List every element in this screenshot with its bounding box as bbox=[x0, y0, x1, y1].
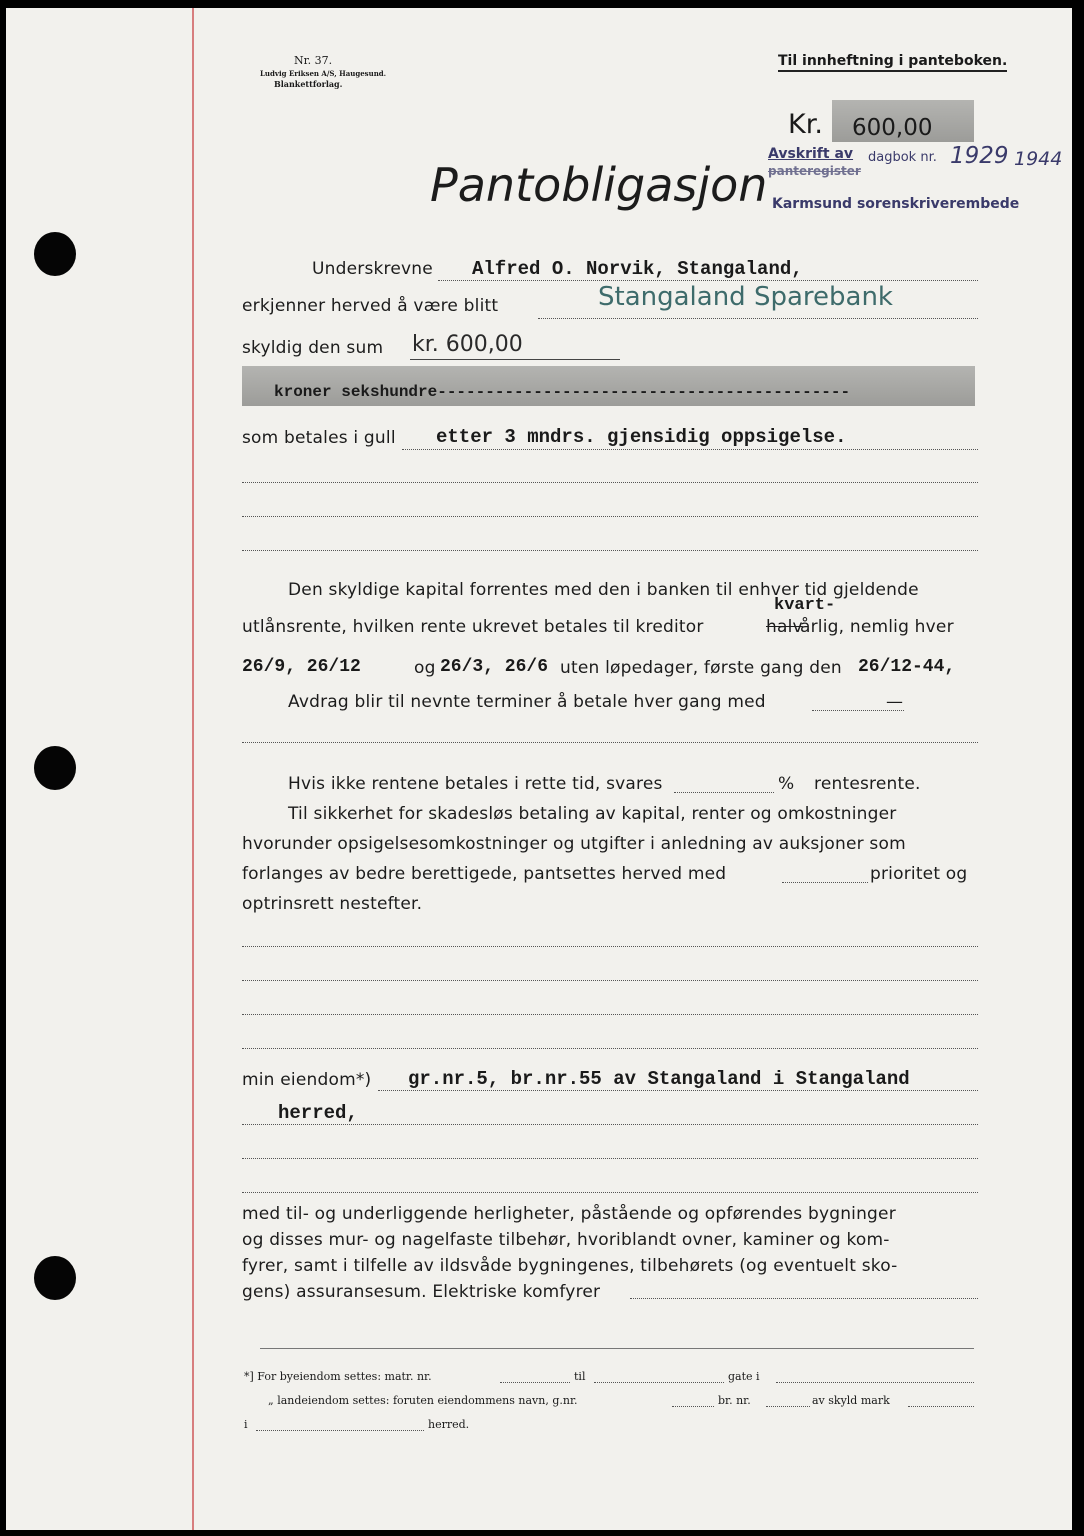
footnote-2b: br. nr. bbox=[718, 1394, 751, 1407]
security-line-1: Til sikkerhet for skadesløs betaling av kapital, renter og omkostninger bbox=[288, 804, 897, 824]
interest-struck-halv: halv bbox=[766, 617, 803, 637]
blank-line-4 bbox=[242, 742, 978, 743]
rente-pct-field bbox=[674, 792, 774, 793]
gull-label: som betales i gull bbox=[242, 428, 396, 448]
security-line-2: hvorunder opsigelsesomkostninger og utgifter i anledning av auksjoner som bbox=[242, 834, 906, 854]
footnote-mark-field bbox=[908, 1406, 974, 1407]
binding-note: Til innheftning i panteboken. bbox=[778, 53, 1007, 72]
blank-line-7 bbox=[242, 1014, 978, 1015]
closing-line-3: fyrer, samt i tilfelle av ildsvåde bygningenes, tilbehørets (og eventuelt sko- bbox=[242, 1256, 898, 1276]
footnote-city-field bbox=[776, 1382, 974, 1383]
footnote-gnr-field bbox=[672, 1406, 714, 1407]
document-title: Pantobligasjon bbox=[430, 158, 768, 212]
blank-line-9 bbox=[242, 1158, 978, 1159]
property-label: min eiendom*) bbox=[242, 1070, 372, 1090]
amount-kr-label: Kr. bbox=[788, 109, 823, 140]
printer-name: Ludvig Eriksen A/S, Haugesund. bbox=[260, 69, 387, 78]
creditor-name: Stangaland Sparebank bbox=[598, 282, 893, 312]
security-line-3b: prioritet og bbox=[870, 864, 968, 884]
publisher: Blankettforlag. bbox=[274, 79, 343, 89]
payment-terms: etter 3 mndrs. gjensidig oppsigelse. bbox=[436, 426, 847, 448]
interest-line-2b: årlig, nemlig hver bbox=[800, 617, 954, 637]
property-value-1: gr.nr.5, br.nr.55 av Stangaland i Stangaland bbox=[408, 1068, 910, 1090]
skyldig-label: skyldig den sum bbox=[242, 338, 384, 358]
rente-pct: % bbox=[778, 774, 795, 794]
footnote-herred-field bbox=[256, 1430, 424, 1431]
term-og: og bbox=[414, 658, 436, 678]
security-line-3a: forlanges av bedre berettigede, pantsettes herved med bbox=[242, 864, 727, 884]
gull-line bbox=[402, 449, 978, 450]
punch-hole-top bbox=[34, 232, 76, 276]
punch-hole-middle bbox=[34, 746, 76, 790]
term-dates-a: 26/9, 26/12 bbox=[242, 657, 361, 677]
document-page bbox=[6, 8, 1072, 1530]
footnote-1a: *] For byeiendom settes: matr. nr. bbox=[244, 1370, 432, 1383]
stamp-prefix: Avskrift av bbox=[768, 146, 854, 162]
underskrevne-label: Underskrevne bbox=[312, 259, 433, 279]
stamp-dagbok-label: dagbok nr. bbox=[868, 150, 937, 165]
underskrevne-line bbox=[438, 280, 978, 281]
punch-hole-bottom bbox=[34, 1256, 76, 1300]
interest-insert-kvart: kvart- bbox=[774, 596, 836, 615]
red-margin-line bbox=[192, 8, 194, 1530]
footnote-3a: i bbox=[244, 1418, 248, 1431]
property-line-2 bbox=[242, 1124, 978, 1125]
property-line-1 bbox=[378, 1090, 978, 1091]
closing-line-1: med til- og underliggende herligheter, påstående og opførendes bygninger bbox=[242, 1204, 896, 1224]
sum-line bbox=[410, 359, 620, 360]
debtor-name: Alfred O. Norvik, Stangaland, bbox=[472, 258, 803, 280]
blank-line-6 bbox=[242, 980, 978, 981]
blank-line-1 bbox=[242, 482, 978, 483]
stamp-number: 1929 bbox=[950, 143, 1009, 169]
footnote-1c: gate i bbox=[728, 1370, 760, 1383]
creditor-line bbox=[538, 318, 978, 319]
first-payment-date: 26/12-44, bbox=[858, 657, 956, 677]
footnote-3b: herred. bbox=[428, 1418, 470, 1431]
komfyrer-field bbox=[630, 1298, 978, 1299]
stamp-office: Karmsund sorenskriverembede bbox=[772, 196, 1020, 212]
footnote-1b: til bbox=[574, 1370, 586, 1383]
blank-line-8 bbox=[242, 1048, 978, 1049]
interest-line-2a: utlånsrente, hvilken rente ukrevet betales til kreditor bbox=[242, 617, 704, 637]
interest-line-1: Den skyldige kapital forrentes med den i banken til enhver tid gjeldende bbox=[288, 580, 919, 600]
blank-line-10 bbox=[242, 1192, 978, 1193]
blank-line-5 bbox=[242, 946, 978, 947]
sum-in-words: kroner sekshundre------------------------------------------- bbox=[274, 383, 851, 401]
erkjenner-label: erkjenner herved å være blitt bbox=[242, 296, 499, 316]
term-dates-b: 26/3, 26/6 bbox=[440, 657, 549, 677]
blank-line-3 bbox=[242, 550, 978, 551]
footnote-2a: „ landeiendom settes: foruten eiendommens navn, g.nr. bbox=[268, 1394, 578, 1407]
footnote-brnr-field bbox=[766, 1406, 810, 1407]
security-line-4: optrinsrett nestefter. bbox=[242, 894, 423, 914]
footnote-matr-field bbox=[500, 1382, 570, 1383]
sum-value: kr. 600,00 bbox=[412, 332, 523, 357]
avdrag-line: Avdrag blir til nevnte terminer å betale hver gang med bbox=[288, 692, 766, 712]
stamp-year: 1944 bbox=[1014, 148, 1063, 170]
form-number: Nr. 37. bbox=[294, 54, 333, 67]
priority-field bbox=[782, 882, 868, 883]
rente-line-b: rentesrente. bbox=[814, 774, 921, 794]
stamp-struck-word: panteregister bbox=[768, 164, 861, 178]
rente-line-a: Hvis ikke rentene betales i rette tid, svares bbox=[288, 774, 663, 794]
interest-line-3b: uten løpedager, første gang den bbox=[560, 658, 842, 678]
closing-line-2: og disses mur- og nagelfaste tilbehør, hvoriblandt ovner, kaminer og kom- bbox=[242, 1230, 890, 1250]
property-value-2: herred, bbox=[278, 1102, 358, 1124]
footnote-2c: av skyld mark bbox=[812, 1394, 890, 1407]
footnote-gate-field bbox=[594, 1382, 724, 1383]
blank-line-2 bbox=[242, 516, 978, 517]
closing-line-4: gens) assuransesum. Elektriske komfyrer bbox=[242, 1282, 601, 1302]
amount-value: 600,00 bbox=[852, 115, 933, 141]
footnote-divider bbox=[260, 1348, 974, 1349]
avdrag-value: — bbox=[886, 692, 904, 712]
